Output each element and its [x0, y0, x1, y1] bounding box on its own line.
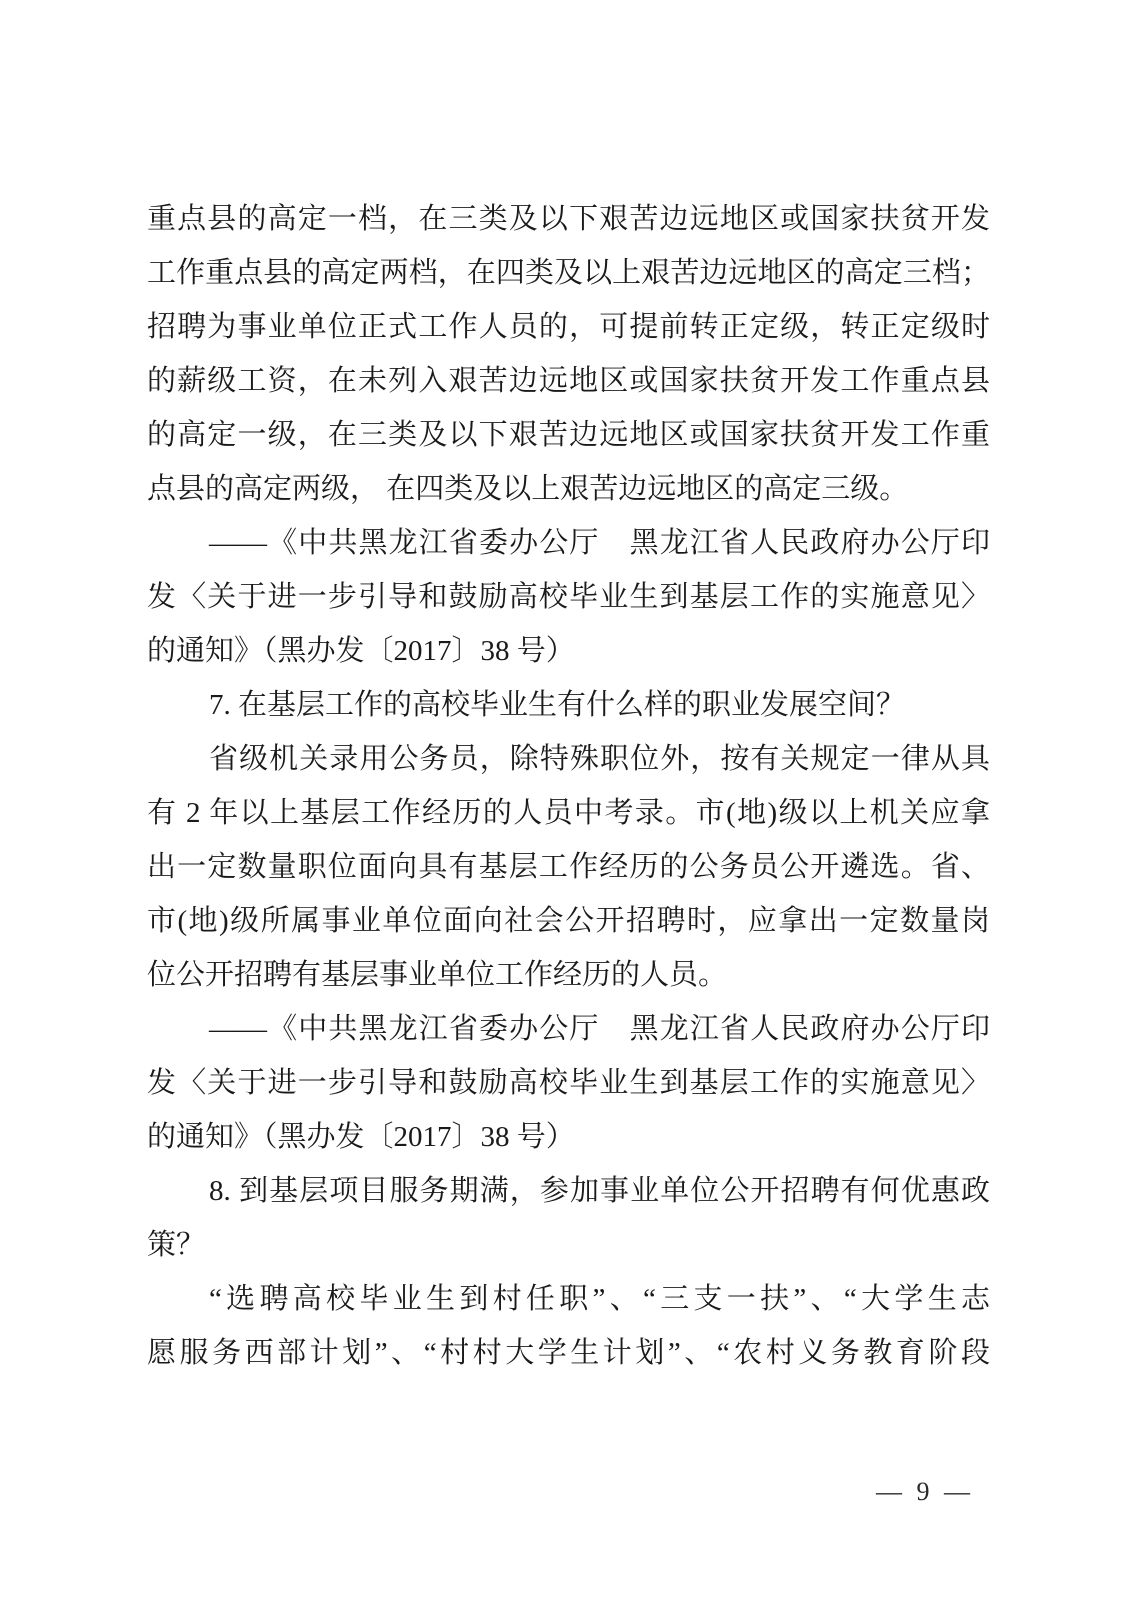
document-line: 发〈关于进一步引导和鼓励高校毕业生到基层工作的实施意见〉 — [147, 581, 990, 613]
document-line: 的通知》（黑办发〔2017〕38 号） — [147, 635, 575, 667]
document-line: ——《中共黑龙江省委办公厅 黑龙江省人民政府办公厅印 — [209, 1013, 990, 1045]
document-line: 有 2 年以上基层工作经历的人员中考录。市(地)级以上机关应拿 — [147, 797, 990, 829]
document-line: 发〈关于进一步引导和鼓励高校毕业生到基层工作的实施意见〉 — [147, 1067, 990, 1099]
document-line: 点县的高定两级， 在四类及以上艰苦边远地区的高定三级。 — [147, 473, 909, 505]
document-line: 愿服务西部计划”、“村村大学生计划”、“农村义务教育阶段 — [147, 1337, 990, 1369]
document-line: 出一定数量职位面向具有基层工作经历的公务员公开遴选。省、 — [147, 851, 990, 883]
document-line: 的薪级工资，在未列入艰苦边远地区或国家扶贫开发工作重点县 — [147, 365, 990, 397]
document-line: ——《中共黑龙江省委办公厅 黑龙江省人民政府办公厅印 — [209, 527, 990, 559]
document-line: 的通知》（黑办发〔2017〕38 号） — [147, 1121, 575, 1153]
document-line: 市(地)级所属事业单位面向社会公开招聘时，应拿出一定数量岗 — [147, 905, 990, 937]
document-line: 重点县的高定一档，在三类及以下艰苦边远地区或国家扶贫开发 — [147, 203, 990, 235]
document-line: 招聘为事业单位正式工作人员的，可提前转正定级，转正定级时 — [147, 311, 990, 343]
document-line: 工作重点县的高定两档，在四类及以上艰苦边远地区的高定三档； — [147, 257, 990, 289]
document-body — [147, 192, 990, 1380]
page-number: — 9 — — [876, 1477, 974, 1506]
document-line: 位公开招聘有基层事业单位工作经历的人员。 — [147, 959, 728, 991]
document-line: 省级机关录用公务员，除特殊职位外，按有关规定一律从具 — [209, 743, 990, 775]
document-line: 7. 在基层工作的高校毕业生有什么样的职业发展空间？ — [209, 689, 906, 721]
document-line: 8. 到基层项目服务期满，参加事业单位公开招聘有何优惠政 — [209, 1175, 990, 1207]
document-line: “选聘高校毕业生到村任职”、“三支一扶”、“大学生志 — [209, 1283, 990, 1315]
document-line: 的高定一级，在三类及以下艰苦边远地区或国家扶贫开发工作重 — [147, 419, 990, 451]
document-line: 策？ — [147, 1229, 206, 1261]
